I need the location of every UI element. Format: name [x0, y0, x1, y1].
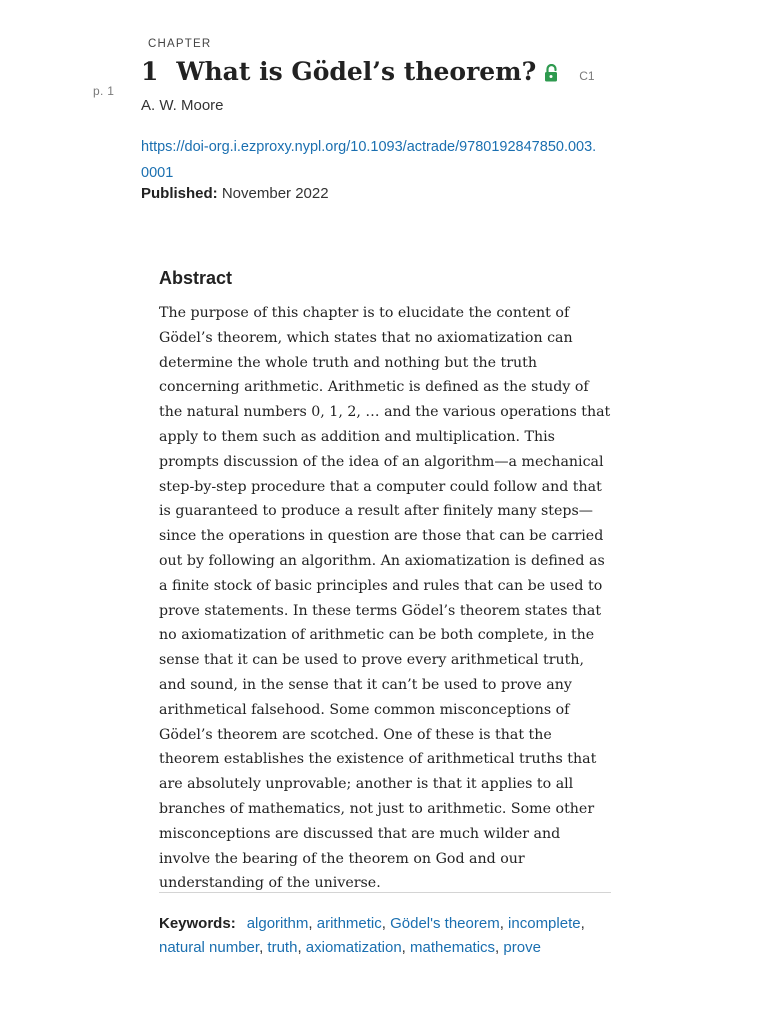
- keyword-link[interactable]: truth: [267, 939, 298, 956]
- keyword-link[interactable]: natural number: [159, 939, 260, 956]
- keywords-section: [159, 912, 611, 960]
- chapter-label: CHAPTER: [148, 38, 212, 50]
- keyword-link[interactable]: algorithm: [246, 915, 309, 932]
- keyword-link[interactable]: mathematics: [410, 939, 496, 956]
- published-info: [141, 185, 329, 202]
- abstract-heading: Abstract: [159, 268, 233, 288]
- keyword-link[interactable]: incomplete: [508, 915, 581, 932]
- keywords-label: Keywords:: [159, 915, 236, 932]
- divider: [159, 892, 611, 893]
- abstract-text: The purpose of this chapter is to elucidate the content of Gödel’s theorem, which states that no axiomatization can determine the whole truth and nothing but the truth concerning arithmetic. Arithmetic is defined as the study of the natural numbers 0, 1, 2, … and the various operations that apply to them such as addition and multiplication. This prompts discussion of the idea of an algorithm—a mechanical step-by-step procedure that a computer could follow and that is guaranteed to produce a result after finitely many steps—since the operations in question are those that can be carried out by following an algorithm. An axiomatization is defined as a finite stock of basic principles and rules that can be used to prove statements. In these terms Gödel’s theorem states that no axiomatization of arithmetic can be both complete, in the sense that it can be used to prove every arithmetical truth, and sound, in the sense that it can’t be used to prove any arithmetical falsehood. Some common misconceptions of Gödel’s theorem are scotched. One of these is that the theorem establishes the existence of arithmetical truths that are absolutely unprovable; another is that it applies to all branches of mathematics, not just to arithmetic. Some other misconceptions are discussed that are much wilder and involve the bearing of the theorem on God and our understanding of the universe.: [159, 305, 611, 892]
- keyword-list: algorithm, arithmetic, Gödel's theorem, incomplete, natural number, truth, axiomatization, mathematics, prove: [159, 915, 585, 956]
- doi-link[interactable]: https://doi-org.i.ezproxy.nypl.org/10.1093/actrade/9780192847850.003.0001: [141, 139, 597, 181]
- keyword-link[interactable]: axiomatization: [305, 939, 402, 956]
- open-lock-icon: [544, 64, 559, 82]
- page-marker: p. 1: [93, 84, 115, 98]
- chapter-number: 1: [141, 57, 159, 86]
- keyword-link[interactable]: prove: [503, 939, 541, 956]
- chapter-id: C1: [579, 69, 595, 83]
- chapter-title-row: [141, 57, 595, 86]
- keyword-link[interactable]: Gödel's theorem: [390, 915, 500, 932]
- abstract-section: [159, 268, 611, 896]
- published-label: Published:: [141, 185, 218, 202]
- chapter-title: What is Gödel’s theorem?: [176, 57, 537, 86]
- published-date: November 2022: [221, 185, 329, 202]
- author-name[interactable]: A. W. Moore: [141, 97, 224, 114]
- keyword-link[interactable]: arithmetic: [316, 915, 382, 932]
